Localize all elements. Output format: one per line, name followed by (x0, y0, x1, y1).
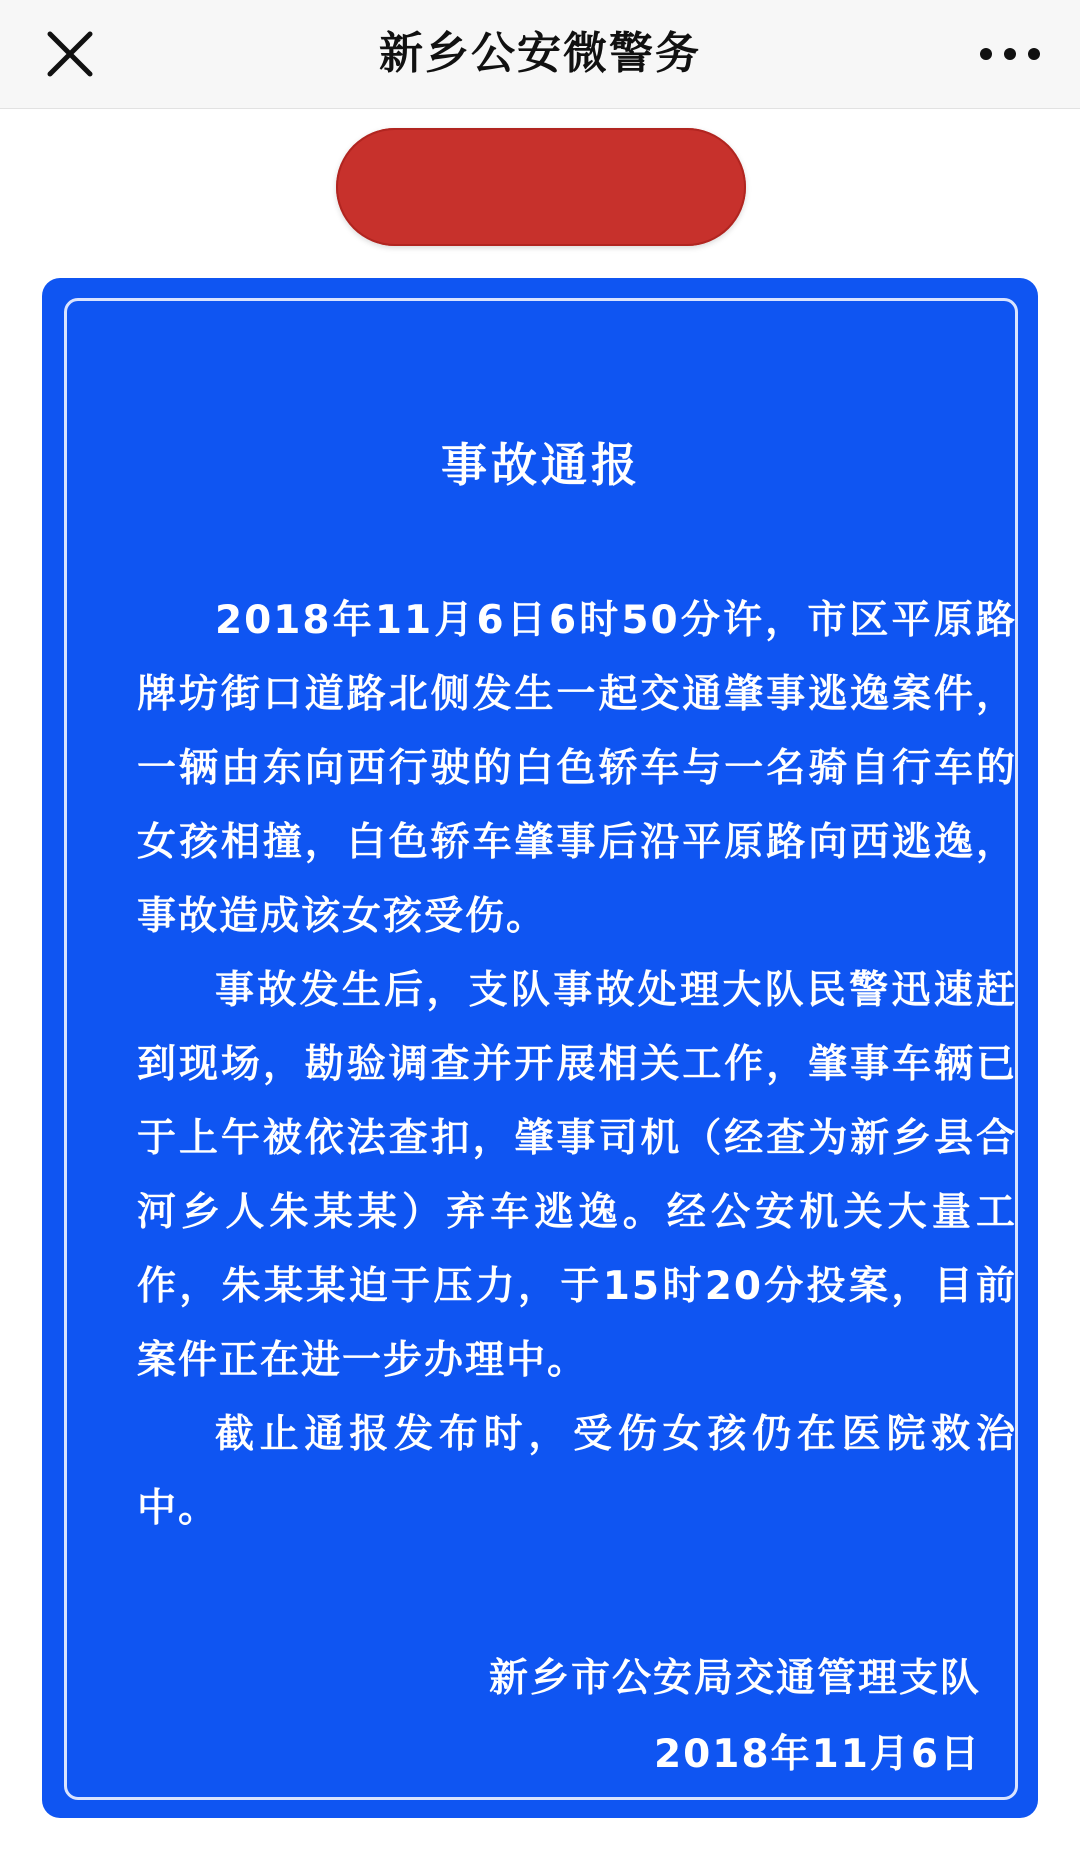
page-title: 新乡公安微警务 (379, 28, 701, 79)
header-banner-pill (336, 128, 746, 246)
nav-bar (0, 0, 1080, 109)
close-icon (40, 24, 100, 84)
notice-card (42, 278, 1038, 1818)
close-button[interactable] (40, 24, 100, 84)
notice-paragraph: 2018年11月6日6时50分许，市区平原路牌坊街口道路北侧发生一起交通肇事逃逸案件，一辆由东向西行驶的白色轿车与一名骑自行车的女孩相撞，白色轿车肇事后沿平原路向西逃逸，事故造成该女孩受伤。 (137, 598, 1017, 939)
notice-paragraph: 截止通报发布时，受伤女孩仍在医院救治中。 (137, 1412, 1017, 1531)
notice-signature (281, 1641, 981, 1793)
notice-body (137, 584, 1017, 1546)
notice-frame (64, 298, 1018, 1800)
notice-paragraph: 事故发生后，支队事故处理大队民警迅速赶到现场，勘验调查并开展相关工作，肇事车辆已于上午被依法查扣，肇事司机（经查为新乡县合河乡人朱某某）弃车逃逸。经公安机关大量工作，朱某某迫于压力，于15时20分投案，目前案件正在进一步办理中。 (137, 968, 1017, 1383)
more-button[interactable] (974, 30, 1046, 78)
notice-title: 事故通报 (441, 438, 641, 492)
signature-date: 2018年11月6日 (654, 1732, 981, 1777)
more-icon (974, 30, 1046, 78)
signature-org: 新乡市公安局交通管理支队 (488, 1656, 981, 1701)
